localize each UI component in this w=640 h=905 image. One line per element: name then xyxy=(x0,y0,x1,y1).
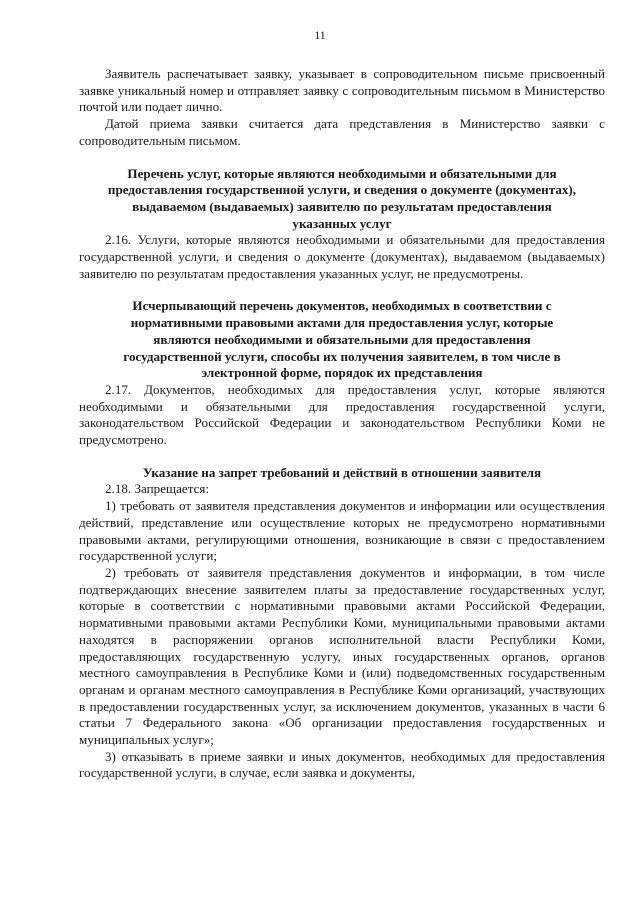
section-217-heading: Исчерпывающий перечень документов, необходимых в соответствии с нормативными правовыми актами для предоставления услуг, которые являются необходимыми и обязательными для предоставления государственной услуги, способы их получения заявителем, в том числе в электронной форме, порядок их представления xyxy=(123,298,561,381)
spacer xyxy=(79,449,605,465)
section-218-heading: Указание на запрет требований и действий в отношении заявителя xyxy=(142,464,542,480)
section-218-lead: 2.18. Запрещается: xyxy=(105,481,210,497)
section-216-heading: Перечень услуг, которые являются необходимыми и обязательными для предоставления государственной услуги, и сведения о документе (документах), выдаваемом (выдаваемых) заявителю по результатам предоставления указанных услуг xyxy=(107,165,577,231)
spacer xyxy=(79,150,605,166)
intro-paragraph-1: Заявитель распечатывает заявку, указывает в сопроводительном письме присвоенный заявке уникальный номер и отправляет заявку с сопроводительным письмом в Министерство почтой или подает лично. xyxy=(79,66,605,115)
intro-paragraph-2: Датой приема заявки считается дата представления в Министерство заявки с сопроводительным письмом. xyxy=(79,116,605,148)
page-number: 11 xyxy=(314,28,326,42)
section-216-text: 2.16. Услуги, которые являются необходимыми и обязательными для предоставления государственной услуги, и сведения о документе (документах), выдаваемом (выдаваемых) заявителю по результатам предоставления указанных услуг, не предусмотрены. xyxy=(79,232,605,281)
document-body xyxy=(79,66,605,782)
section-218-item-2: 2) требовать от заявителя представления документов и информации, в том числе подтверждающих внесение заявителем платы за предоставление государственных услуг, которые в соответствии с нормативными правовыми актами Российской Федерации, нормативными правовыми актами Республики Коми, муниципальными правовыми актами находятся в распоряжении органов исполнительной власти Республики Коми, предоставляющих государственную услугу, иных государственных органов, органов местного самоуправления в Республике Коми и (или) подведомственных государственным органам и органам местного самоуправления в Республике Коми организаций, участвующих в предоставлении государственных услуг, за исключением документов, указанных в части 6 статьи 7 Федерального закона «Об организации предоставления государственных и муниципальных услуг»; xyxy=(79,564,605,748)
spacer xyxy=(79,282,605,298)
section-218-item-1: 1) требовать от заявителя представления документов и информации или осуществления действий, представление или осуществление которых не предусмотрено нормативными правовыми актами, регулирующими отношения, возникающие в связи с предоставлением государственной услуги; xyxy=(79,498,605,564)
section-217-text: 2.17. Документов, необходимых для предоставления услуг, которые являются необходимыми и обязательными для предоставления государственной услуги, законодательством Российской Федерации и законодательством Республики Коми не предусмотрено. xyxy=(79,381,605,448)
section-218-item-3: 3) отказывать в приеме заявки и иных документов, необходимых для предоставления государственной услуги, в случае, если заявка и документы, xyxy=(79,748,605,781)
